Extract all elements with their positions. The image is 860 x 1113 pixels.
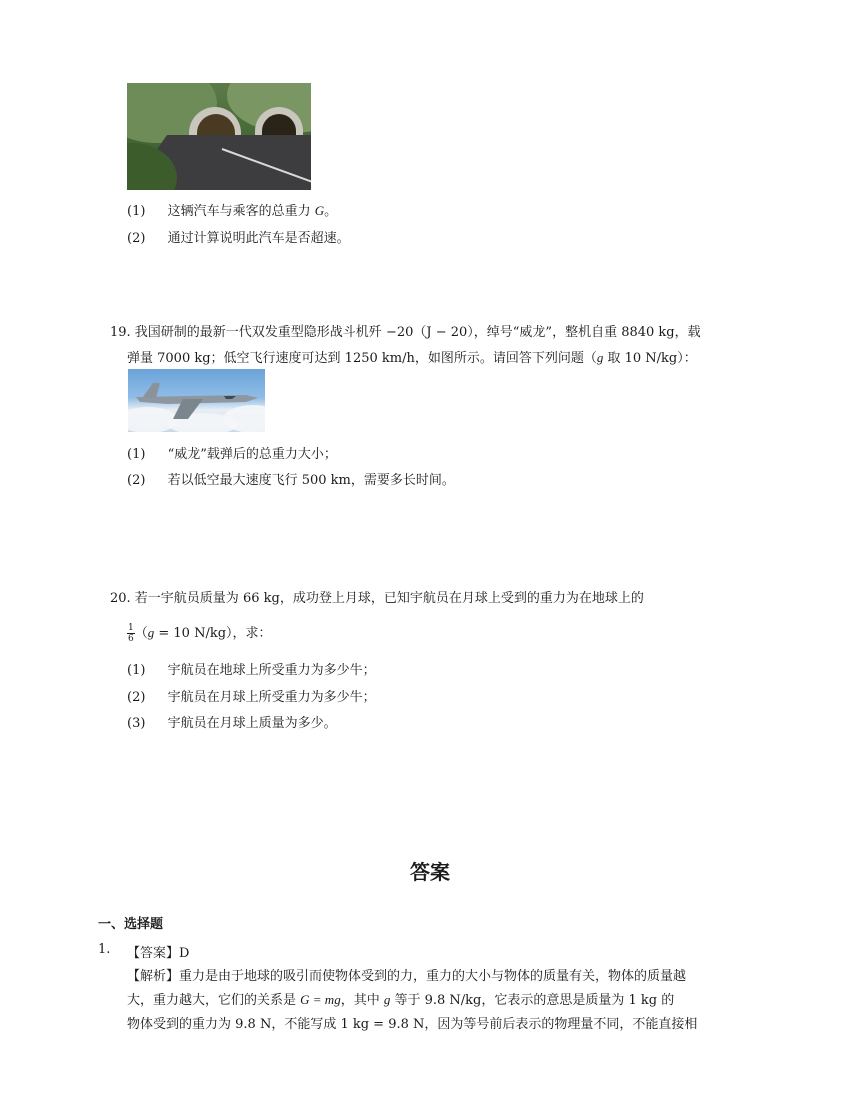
jet-silhouette — [128, 369, 265, 432]
q19-sub1 — [127, 443, 337, 462]
q20-sub3-number: (3) — [127, 716, 146, 731]
q20-sub2-text: 宇航员在月球上所受重力为多少牛； — [167, 690, 376, 705]
answer-1-line2-mid: ，其中 — [340, 993, 384, 1008]
q19-sub2 — [127, 469, 455, 488]
answer-1-answer: 【答案】D — [127, 946, 190, 961]
q19-line1: 19. 我国研制的最新一代双发重型隐形战斗机歼 −20（J − 20），绰号“威龙”，整机自重 8840 kg，载 — [110, 325, 701, 340]
answer-1-formula: G = mg — [300, 992, 341, 1007]
answers-title: 答案 — [410, 860, 450, 884]
answer-1-explanation-line2 — [127, 989, 674, 1008]
answer-1-explanation-line1: 【解析】重力是由于地球的吸引而使物体受到的力，重力的大小与物体的质量有关，物体的质量越 — [127, 969, 687, 984]
answer-1-explanation-line3: 物体受到的重力为 9.8 N，不能写成 1 kg = 9.8 N，因为等号前后表示的物理量不同，不能直接相 — [127, 1017, 698, 1032]
q18-sub1-text: 这辆汽车与乘客的总重力 — [167, 204, 315, 219]
q18-sub1-number: (1) — [127, 204, 146, 219]
answer-1-line2-pre: 大，重力越大，它们的关系是 — [127, 993, 301, 1008]
q19-line2-end: 取 10 N/kg）： — [603, 351, 697, 366]
answer-1-line2-end: 等于 9.8 N/kg，它表示的意思是质量为 1 kg 的 — [390, 993, 675, 1008]
answer-1-number: 1. — [98, 942, 111, 957]
q20-line2 — [127, 622, 272, 644]
q20-sub2 — [127, 686, 376, 705]
fighter-jet-image — [128, 369, 265, 432]
q19-line2-variable: g — [596, 350, 604, 365]
q20-sub2-number: (2) — [127, 690, 146, 705]
q18-sub1-end: 。 — [324, 204, 338, 219]
q18-sub2-text: 通过计算说明此汽车是否超速。 — [167, 231, 350, 246]
q20-sub1 — [127, 659, 376, 678]
answer-1-variable: g — [383, 992, 391, 1007]
q20-fraction — [127, 623, 135, 644]
q20-sub3 — [127, 712, 337, 731]
q20-fraction-numerator: 1 — [128, 623, 134, 633]
q18-sub2-number: (2) — [127, 231, 146, 246]
q18-sub1-variable: G — [314, 203, 325, 218]
q19-line2 — [127, 347, 697, 366]
q19-sub1-text: “威龙”载弹后的总重力大小； — [167, 447, 337, 462]
q20-line2-variable: g — [147, 625, 155, 640]
answers-section-heading: 一、选择题 — [98, 917, 164, 932]
q20-sub3-text: 宇航员在月球上质量为多少。 — [167, 716, 337, 731]
q20-fraction-denominator: 6 — [128, 634, 134, 644]
q18-sub2 — [127, 227, 350, 246]
q19-sub2-text: 若以低空最大速度飞行 500 km，需要多长时间。 — [167, 473, 455, 488]
q20-line2-open: （ — [134, 626, 148, 641]
tunnel-road-image — [127, 83, 311, 190]
q18-sub1 — [127, 200, 337, 219]
q19-sub2-number: (2) — [127, 473, 146, 488]
q20-line1: 20. 若一宇航员质量为 66 kg，成功登上月球，已知宇航员在月球上受到的重力为在地球上的 — [110, 591, 644, 606]
q20-sub1-text: 宇航员在地球上所受重力为多少牛； — [167, 663, 376, 678]
q19-line2-text: 弹量 7000 kg；低空飞行速度可达到 1250 km/h，如图所示。请回答下列问题（ — [127, 351, 597, 366]
q20-sub1-number: (1) — [127, 663, 146, 678]
q19-sub1-number: (1) — [127, 447, 146, 462]
q20-line2-end: = 10 N/kg），求： — [154, 626, 272, 641]
